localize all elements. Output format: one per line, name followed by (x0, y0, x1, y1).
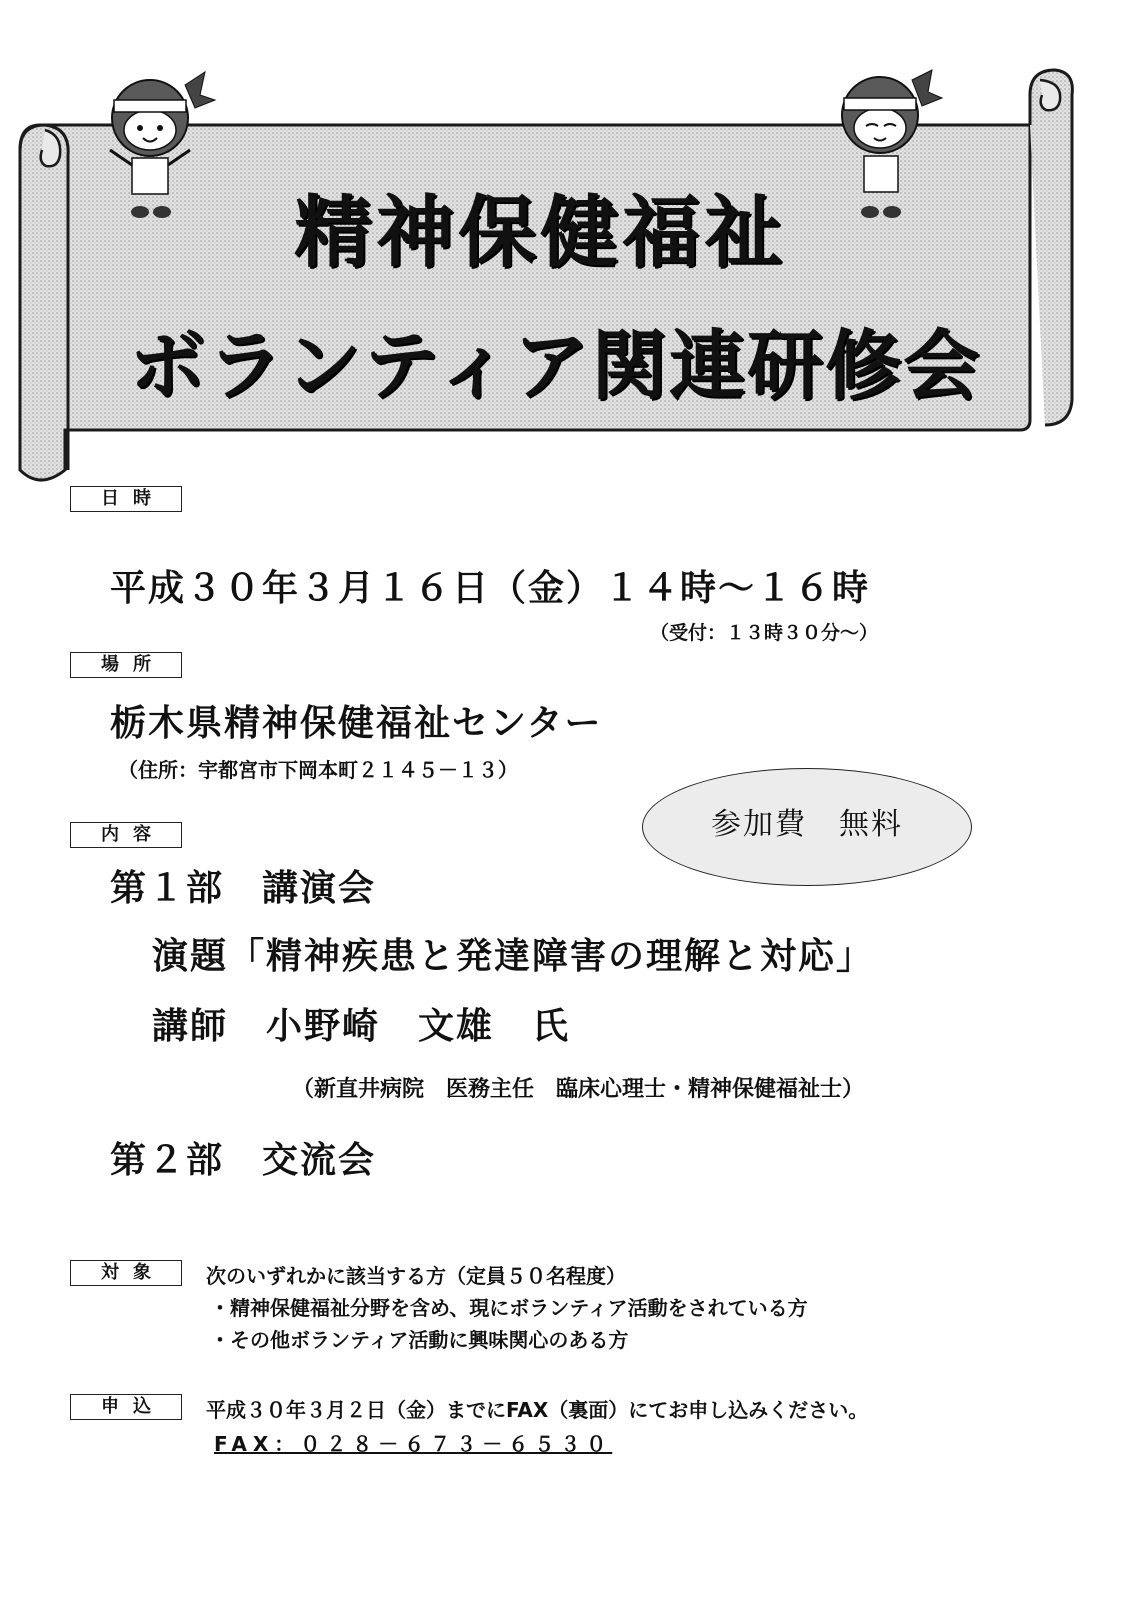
apply-label: 申込 (70, 1394, 182, 1420)
banner-title-line1: 精神保健福祉 (293, 188, 786, 278)
banner-title-line2: ボランティア関連研修会 (129, 321, 981, 410)
venue-name: 栃木県精神保健福祉センター (110, 703, 603, 744)
target-label: 対象 (70, 1260, 182, 1286)
content-label: 内容 (70, 822, 182, 848)
place-label: 場所 (70, 652, 182, 678)
reception-time: （受付：１３時３０分～） (650, 622, 879, 644)
target-intro: 次のいずれかに該当する方（定員５０名程度） (206, 1264, 626, 1288)
lecturer-name: 講師 小野崎 文雄 氏 (152, 1006, 571, 1047)
part1-heading: 第１部 講演会 (110, 868, 377, 909)
datetime-label: 日時 (70, 486, 182, 512)
venue-address: （住所：宇都宮市下岡本町２１４５－１３） (118, 758, 518, 782)
lecture-title: 演題「精神疾患と発達障害の理解と対応」 (152, 936, 875, 977)
part2-heading: 第２部 交流会 (110, 1140, 377, 1181)
fax-number: FAX：０２８－６７３－６５３０ (214, 1432, 613, 1456)
target-item-2: ・その他ボランティア活動に興味関心のある方 (210, 1328, 629, 1352)
event-datetime: 平成３０年３月１６日（金）１４時～１６時 (110, 568, 871, 609)
target-item-1: ・精神保健福祉分野を含め、現にボランティア活動をされている方 (210, 1296, 808, 1320)
apply-deadline: 平成３０年３月２日（金）までにFAX（裏面）にてお申し込みください。 (206, 1398, 869, 1422)
lecturer-affiliation: （新直井病院 医務主任 臨床心理士・精神保健福祉士） (292, 1077, 865, 1102)
fee-badge: 参加費 無料 (642, 768, 972, 886)
